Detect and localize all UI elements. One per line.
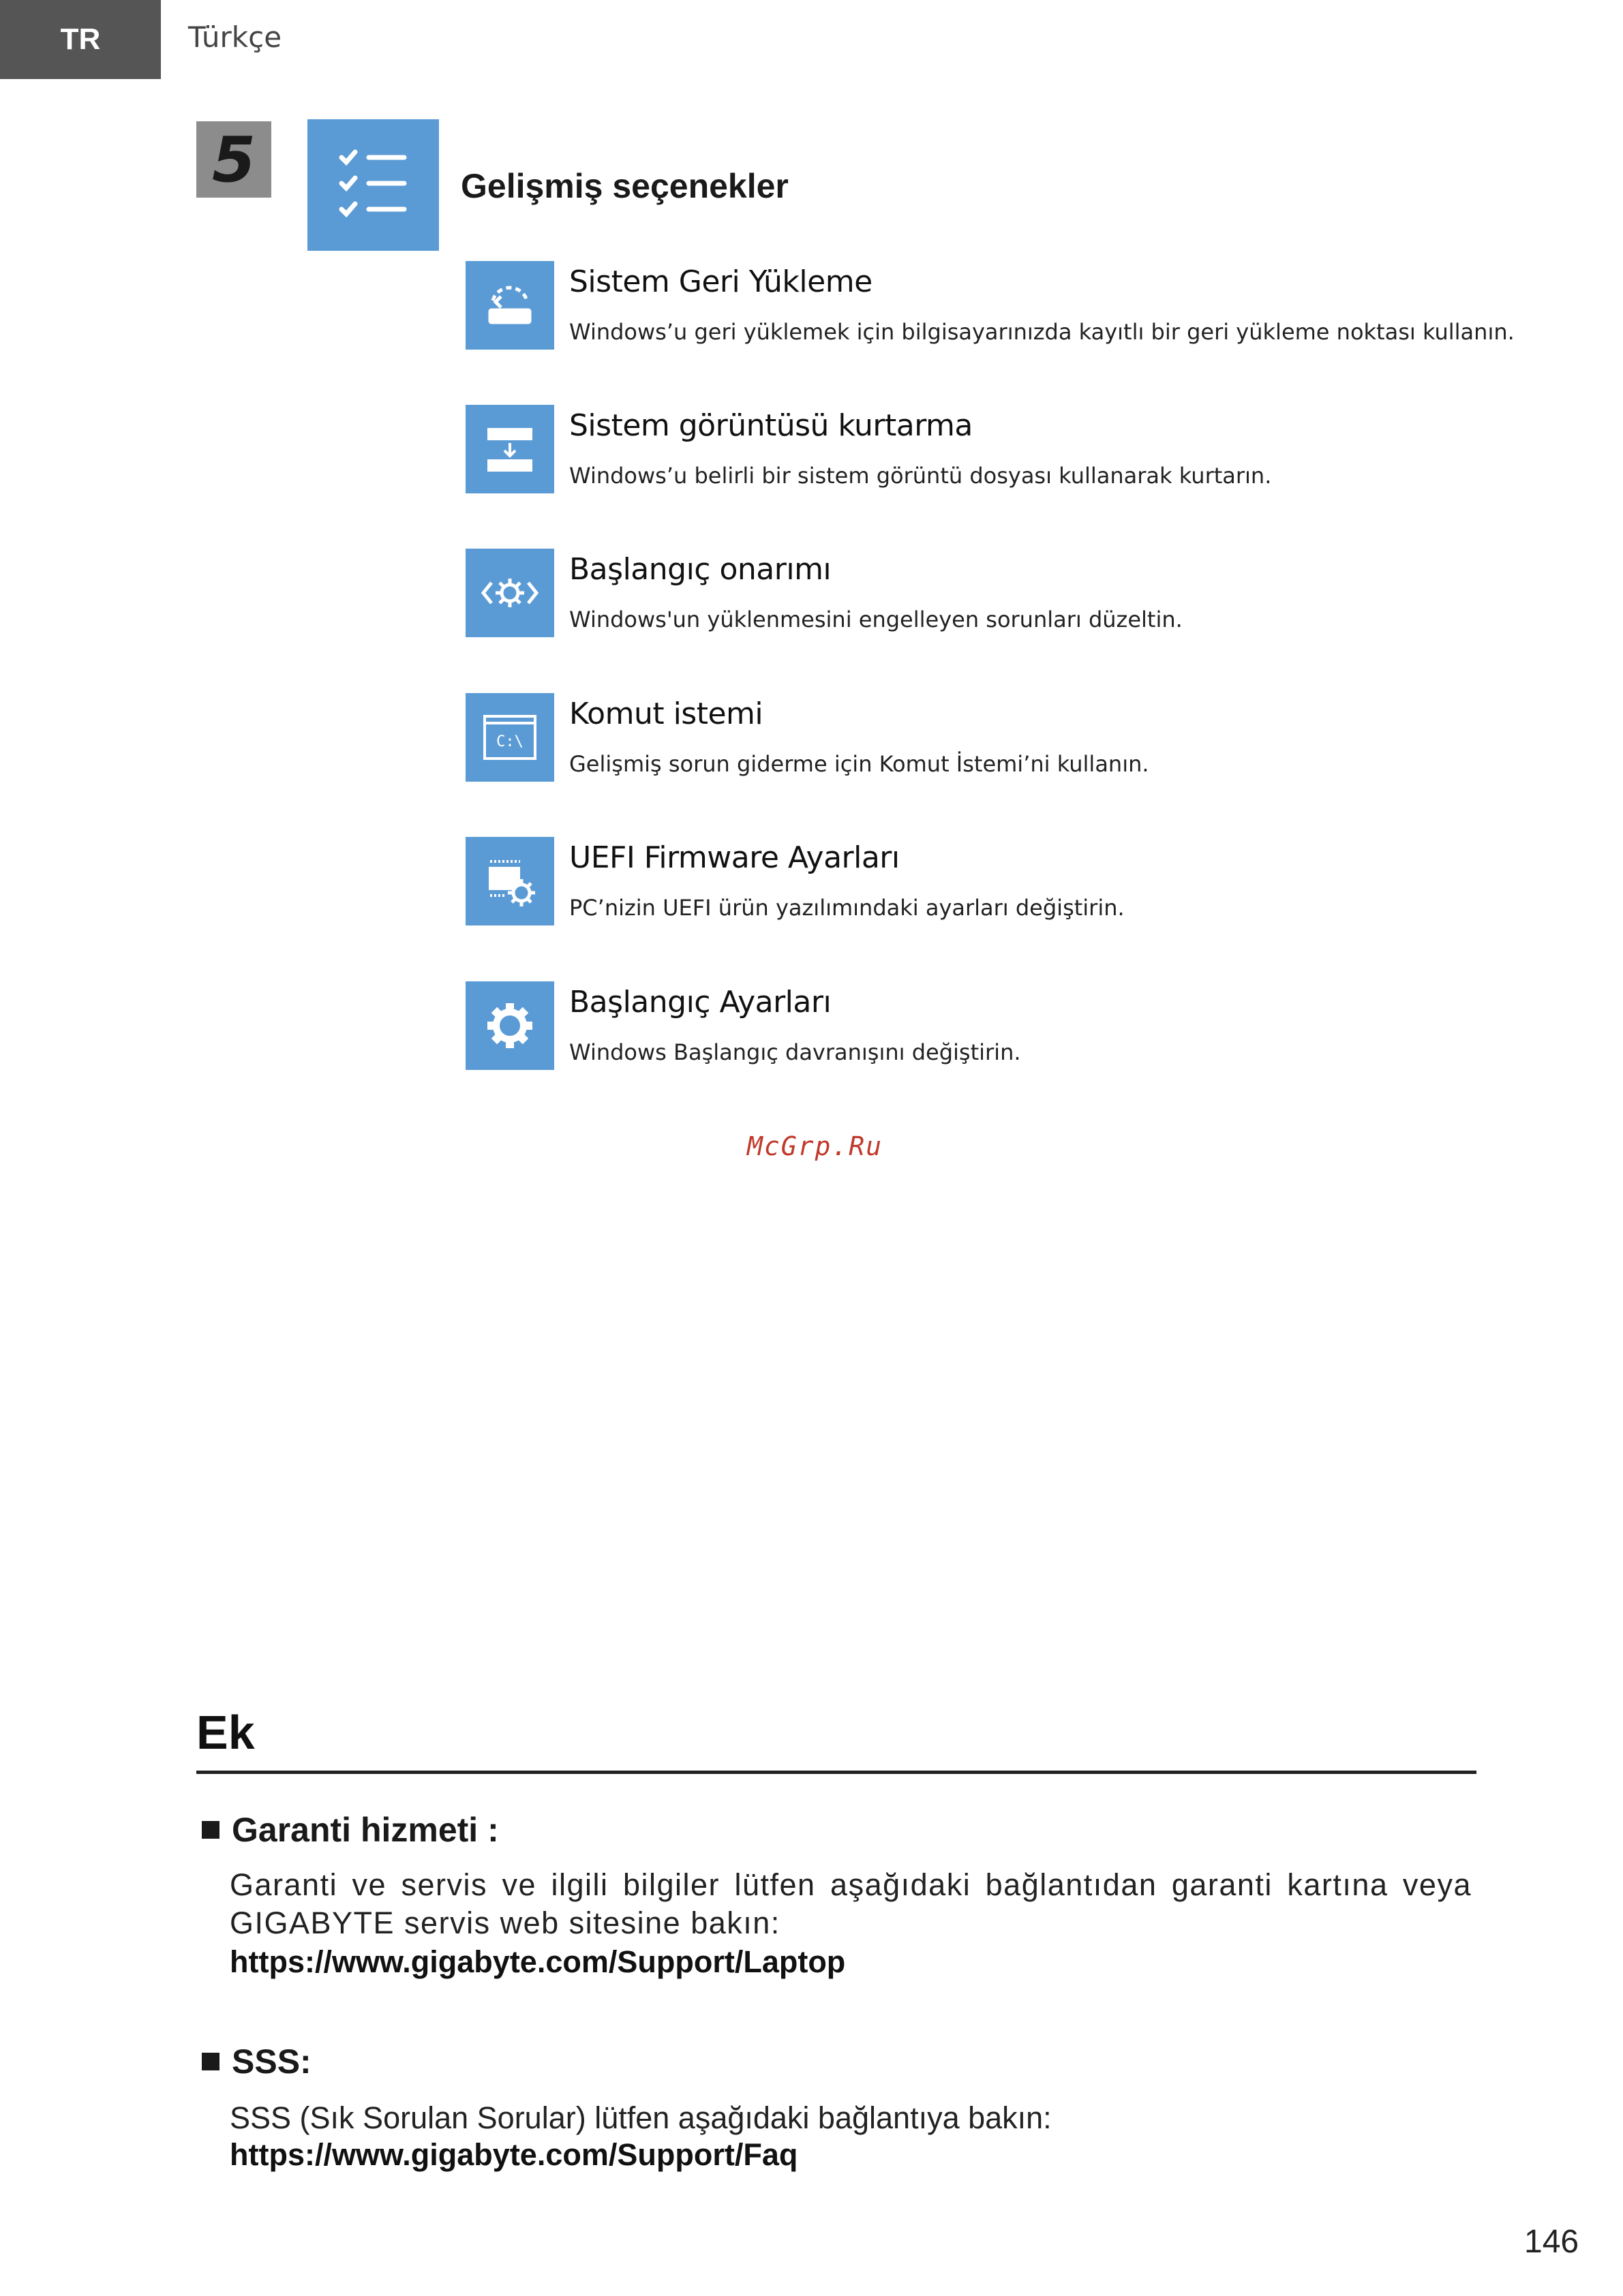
section-title: Gelişmiş seçenekler [461, 167, 789, 205]
checklist-icon [307, 119, 439, 251]
faq-link[interactable]: https://www.gigabyte.com/Support/Faq [230, 2137, 798, 2172]
command-prompt-icon[interactable] [466, 693, 554, 782]
warranty-heading-text: Garanti hizmeti : [232, 1811, 499, 1849]
page-number: 146 [1524, 2224, 1579, 2260]
divider [196, 1771, 1476, 1774]
option-desc-command-prompt: Gelişmiş sorun giderme için Komut İstemi’ni kullanın. [569, 751, 1149, 777]
system-restore-icon[interactable] [466, 261, 554, 350]
image-recovery-icon[interactable] [466, 405, 554, 493]
option-title-uefi-settings[interactable]: UEFI Firmware Ayarları [569, 840, 900, 875]
option-desc-startup-repair: Windows'un yüklenmesini engelleyen sorunları düzeltin. [569, 607, 1183, 632]
option-title-startup-repair[interactable]: Başlangıç onarımı [569, 552, 832, 587]
option-title-startup-settings[interactable]: Başlangıç Ayarları [569, 985, 832, 1020]
warranty-link[interactable]: https://www.gigabyte.com/Support/Laptop [230, 1944, 846, 1979]
option-title-command-prompt[interactable]: Komut istemi [569, 697, 763, 731]
warranty-heading [202, 1810, 499, 1850]
option-desc-image-recovery: Windows’u belirli bir sistem görüntü dosyası kullanarak kurtarın. [569, 463, 1272, 489]
gear-icon[interactable] [466, 981, 554, 1070]
uefi-settings-icon[interactable] [466, 837, 554, 925]
step-number: 5 [196, 121, 271, 198]
watermark: McGrp.Ru [747, 1131, 883, 1161]
startup-repair-icon[interactable] [466, 549, 554, 637]
faq-text: SSS (Sık Sorulan Sorular) lütfen aşağıdaki bağlantıya bakın: [230, 2100, 1052, 2135]
option-title-image-recovery[interactable]: Sistem görüntüsü kurtarma [569, 408, 973, 443]
option-desc-startup-settings: Windows Başlangıç davranışını değiştirin. [569, 1039, 1021, 1065]
option-desc-system-restore: Windows’u geri yüklemek için bilgisayarınızda kayıtlı bir geri yükleme noktası kullanın. [569, 319, 1515, 345]
warranty-text: Garanti ve servis ve ilgili bilgiler lütfen aşağıdaki bağlantıdan garanti kartına veya GIGABYTE servis web sitesine bakın: [230, 1867, 1472, 1940]
option-desc-uefi-settings: PC’nizin UEFI ürün yazılımındaki ayarları değiştirin. [569, 895, 1125, 921]
language-tab: TR [0, 0, 161, 79]
svg-text:C:\: C:\ [496, 733, 524, 750]
appendix-title: Ek [196, 1706, 255, 1759]
bullet-icon [202, 2053, 219, 2070]
option-title-system-restore[interactable]: Sistem Geri Yükleme [569, 264, 873, 299]
faq-heading-text: SSS: [232, 2042, 312, 2081]
faq-heading [202, 2042, 312, 2081]
bullet-icon [202, 1821, 219, 1839]
language-name: Türkçe [188, 20, 282, 54]
